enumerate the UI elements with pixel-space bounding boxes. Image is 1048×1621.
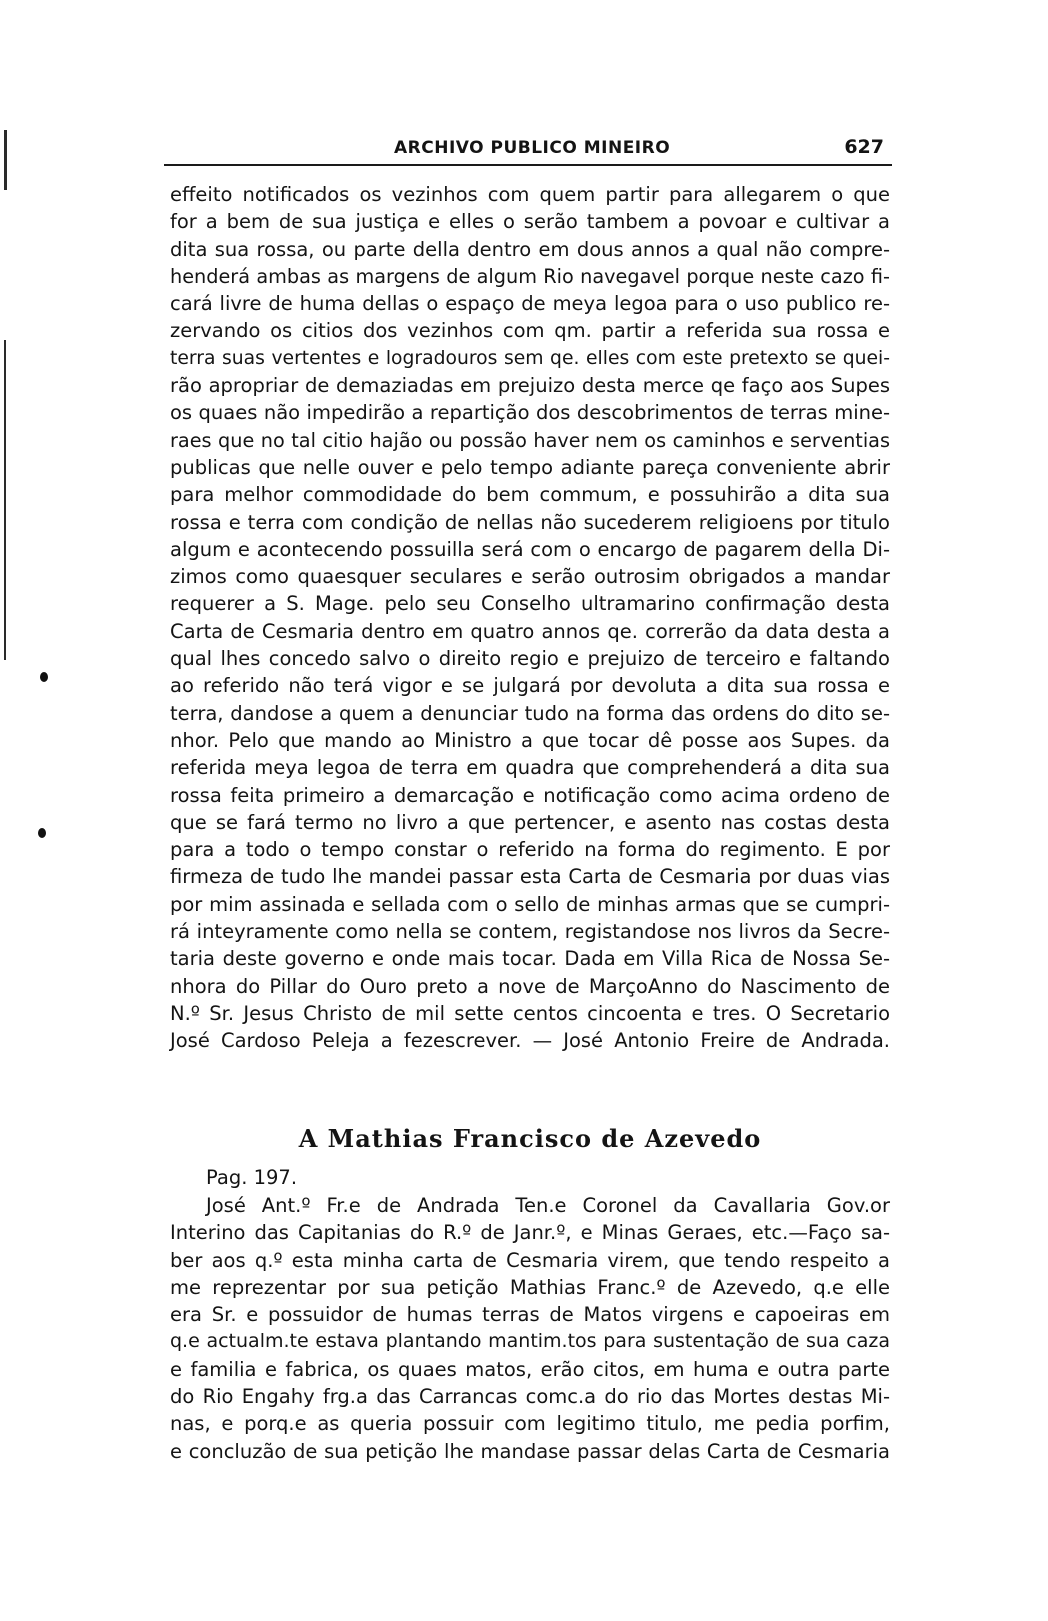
text-line: taria deste governo e onde mais tocar. Dada em Villa Rica de Nossa Se- <box>170 947 890 971</box>
page-reference: Pag. 197. <box>206 1166 298 1189</box>
text-line: e familia e fabrica, os quaes matos, erão citos, em huma e outra parte <box>170 1357 890 1381</box>
text-line: era Sr. e possuidor de humas terras de Matos virgens e capoeiras em <box>170 1303 890 1327</box>
text-line: ao referido não terá vigor e se julgará por devoluta a dita sua rossa e <box>170 674 890 698</box>
text-line: para a todo o tempo constar o referido na forma do regimento. E por <box>170 838 890 862</box>
text-line: do Rio Engahy frg.a das Carrancas comc.a do rio das Mortes destas Mi- <box>170 1385 890 1409</box>
text-line: nas, e porq.e as queria possuir com legitimo titulo, me pedia porfim, <box>170 1412 890 1436</box>
text-line: rossa feita primeiro a demarcação e notificação como acima ordeno de <box>170 783 890 807</box>
text-line: nhora do Pillar do Ouro preto a nove de MarçoAnno do Nascimento de <box>170 974 890 998</box>
scan-edge-mark <box>4 130 7 190</box>
text-line: os quaes não impedirão a repartição dos descobrimentos de terras mine- <box>170 401 890 425</box>
text-line: para melhor commodidade do bem commum, e possuhirão a dita sua <box>170 483 890 507</box>
margin-dot <box>40 672 48 682</box>
text-line: e concluzão de sua petição lhe mandase passar delas Carta de Cesmaria <box>170 1439 890 1463</box>
text-line: cará livre de huma dellas o espaço de meya legoa para o uso publico re- <box>170 292 890 316</box>
running-head: ARCHIVO PUBLICO MINEIRO <box>394 138 671 158</box>
text-line: Carta de Cesmaria dentro em quatro annos qe. correrão da data desta a <box>170 619 890 643</box>
text-line: henderá ambas as margens de algum Rio navegavel porque neste cazo fi- <box>170 264 890 288</box>
text-line: N.º Sr. Jesus Christo de mil sette centos cincoenta e tres. O Secretario <box>170 1001 890 1025</box>
text-line: José Cardoso Peleja a fezescrever. — José Antonio Freire de Andrada. <box>170 1029 890 1053</box>
text-line: qual lhes concedo salvo o direito regio e prejuizo de terceiro e faltando <box>170 647 890 671</box>
page-header <box>164 134 892 166</box>
text-line: requerer a S. Mage. pelo seu Conselho ultramarino confirmação desta <box>170 592 890 616</box>
margin-dot <box>38 828 46 838</box>
page-number: 627 <box>844 136 884 158</box>
paragraph-mathias-azevedo <box>170 1192 890 1465</box>
text-line: que se fará termo no livro a que pertencer, e asento nas costas desta <box>170 810 890 834</box>
text-line: publicas que nelle ouver e pelo tempo adiante pareça conveniente abrir <box>170 455 890 479</box>
text-line: José Ant.º Fr.e de Andrada Ten.e Coronel da Cavallaria Gov.or <box>206 1194 890 1217</box>
text-line: algum e acontecendo possuilla será com o encargo de pagarem della Di- <box>170 537 890 561</box>
text-line: effeito notificados os vezinhos com quem partir para allegarem o que <box>170 183 890 206</box>
text-line: dita sua rossa, ou parte della dentro em dous annos a qual não compre- <box>170 237 890 261</box>
text-line: terra suas vertentes e logradouros sem qe. elles com este pretexto se quei- <box>170 347 890 369</box>
text-line: por mim assinada e sellada com o sello de minhas armas que se cumpri- <box>170 892 890 916</box>
text-line: for a bem de sua justiça e elles o serão tambem a povoar e cultivar a <box>170 210 890 234</box>
text-line: zimos como quaesquer seculares e serão outrosim obrigados a mandar <box>170 565 890 589</box>
text-line: rão apropriar de demaziadas em prejuizo desta merce qe faço aos Supes <box>170 374 890 398</box>
text-line: me reprezentar por sua petição Mathias Franc.º de Azevedo, q.e elle <box>170 1275 890 1299</box>
text-line: referida meya legoa de terra em quadra que comprehenderá a dita sua <box>170 756 890 780</box>
text-line: q.e actualm.te estava plantando mantim.tos para sustentação de sua caza <box>170 1330 890 1353</box>
text-line: raes que no tal citio hajão ou possão haver nem os caminhos e serventias <box>170 428 890 452</box>
text-line: ber aos q.º esta minha carta de Cesmaria virem, que tendo respeito a <box>170 1248 890 1272</box>
paragraph-carta-cesmaria <box>170 181 890 1055</box>
text-line: rossa e terra com condição de nellas não sucederem religioens por titulo <box>170 510 890 534</box>
text-line: nhor. Pelo que mando ao Ministro a que tocar dê posse aos Supes. da <box>170 728 890 752</box>
text-line: rá inteyramente como nella se contem, registandose nos livros da Secre- <box>170 920 890 944</box>
text-line: Interino das Capitanias do R.º de Janr.º, e Minas Geraes, etc.—Faço sa- <box>170 1221 890 1245</box>
section-title: A Mathias Francisco de Azevedo <box>298 1124 762 1153</box>
text-line: terra, dandose a quem a denunciar tudo na forma das ordens do dito se- <box>170 701 890 725</box>
text-line: zervando os citios dos vezinhos com qm. partir a referida sua rossa e <box>170 319 890 343</box>
scan-edge-mark <box>4 340 6 660</box>
text-line: firmeza de tudo lhe mandei passar esta Carta de Cesmaria por duas vias <box>170 865 890 889</box>
scan-gutter-marks <box>0 0 36 1621</box>
